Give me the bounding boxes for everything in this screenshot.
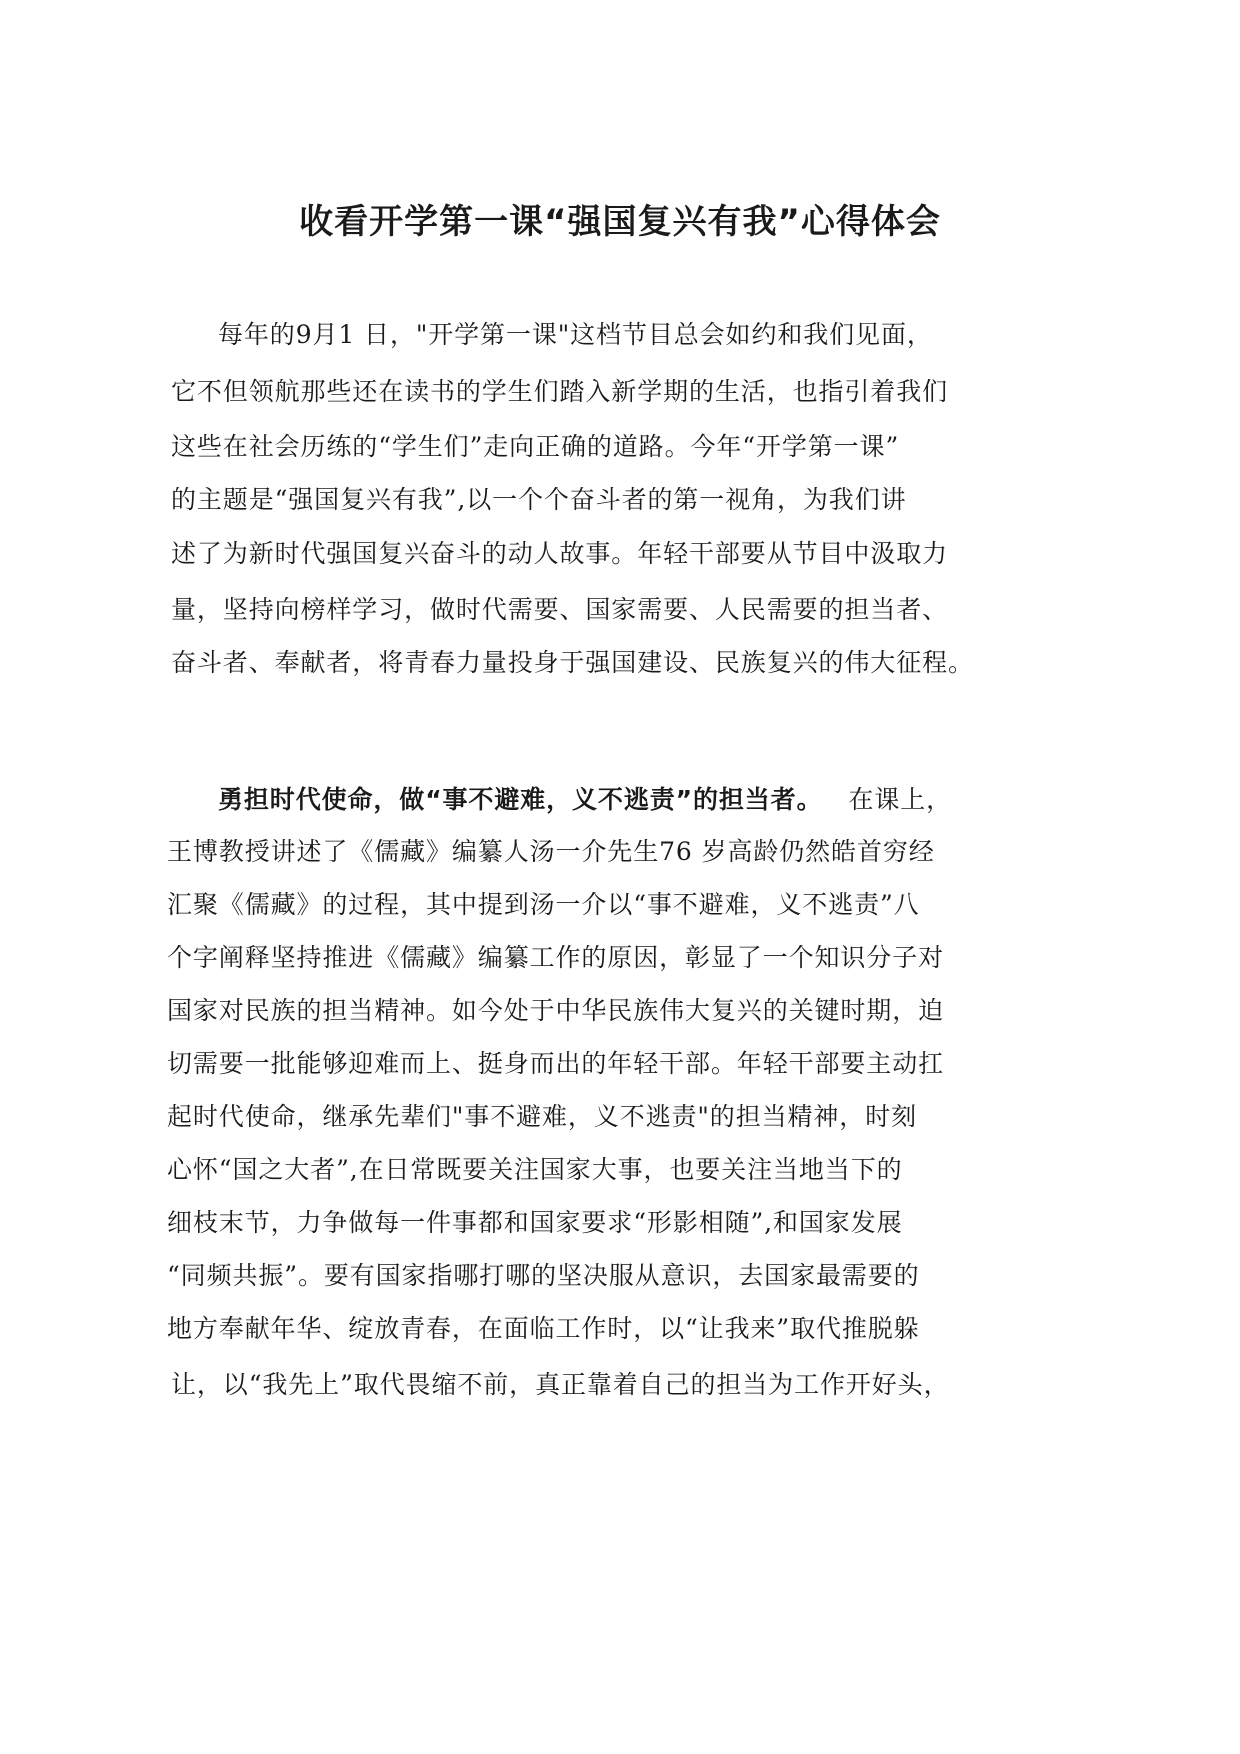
paragraph-2-line-4: 个字阐释坚持推进《儒藏》编纂工作的原因，彰显了一个知识分子对: [167, 943, 945, 972]
paragraph-2-line-12: 让，以“我先上”取代畏缩不前，真正靠着自己的担当为工作开好头，: [171, 1370, 950, 1399]
paragraph-2-line-6: 切需要一批能够迎难而上、挺身而出的年轻干部。年轻干部要主动扛: [167, 1049, 945, 1078]
paragraph-1-line-6: 量，坚持向榜样学习，做时代需要、国家需要、人民需要的担当者、: [171, 595, 949, 624]
paragraph-2-line-10: “同频共振”。要有国家指哪打哪的坚决服从意识，去国家最需要的: [167, 1261, 920, 1290]
paragraph-1-line-4: 的主题是“强国复兴有我”,以一个个奋斗者的第一视角，为我们讲: [171, 485, 907, 514]
paragraph-2-lead-sentence: 勇担时代使命，做“事不避难，义不逃责”的担当者。: [218, 785, 823, 814]
paragraph-2-line-2: 王博教授讲述了《儒藏》编纂人汤一介先生76 岁高龄仍然皓首穷经: [167, 837, 935, 866]
paragraph-2-line-7: 起时代使命，继承先辈们"事不避难，义不逃责"的担当精神，时刻: [167, 1102, 918, 1131]
paragraph-2-line-9: 细枝末节，力争做每一件事都和国家要求“形影相随”,和国家发展: [167, 1208, 903, 1237]
paragraph-1-line-5: 述了为新时代强国复兴奋斗的动人故事。年轻干部要从节目中汲取力: [171, 539, 949, 568]
paragraph-1-line-7: 奋斗者、奉献者，将青春力量投身于强国建设、民族复兴的伟大征程。: [171, 648, 974, 677]
paragraph-2-line-1: [218, 783, 952, 817]
paragraph-1-line-3: 这些在社会历练的“学生们”走向正确的道路。今年“开学第一课”: [171, 432, 900, 461]
paragraph-1-line-1: 每年的9月1 日，"开学第一课"这档节目总会如约和我们见面，: [218, 320, 933, 349]
paragraph-1-line-2: 它不但领航那些还在读书的学生们踏入新学期的生活，也指引着我们: [171, 377, 949, 406]
paragraph-2-line-5: 国家对民族的担当精神。如今处于中华民族伟大复兴的关键时期，迫: [167, 996, 945, 1025]
paragraph-2-line-8: 心怀“国之大者”,在日常既要关注国家大事，也要关注当地当下的: [167, 1155, 903, 1184]
paragraph-2-line-3: 汇聚《儒藏》的过程，其中提到汤一介以“事不避难，义不逃责”八: [167, 890, 920, 919]
document-title: 收看开学第一课“强国复兴有我”心得体会: [299, 202, 941, 242]
paragraph-2-first-line-rest: 在课上，: [848, 785, 953, 814]
paragraph-2-line-11: 地方奉献年华、绽放青春，在面临工作时，以“让我来”取代推脱躲: [167, 1314, 920, 1343]
